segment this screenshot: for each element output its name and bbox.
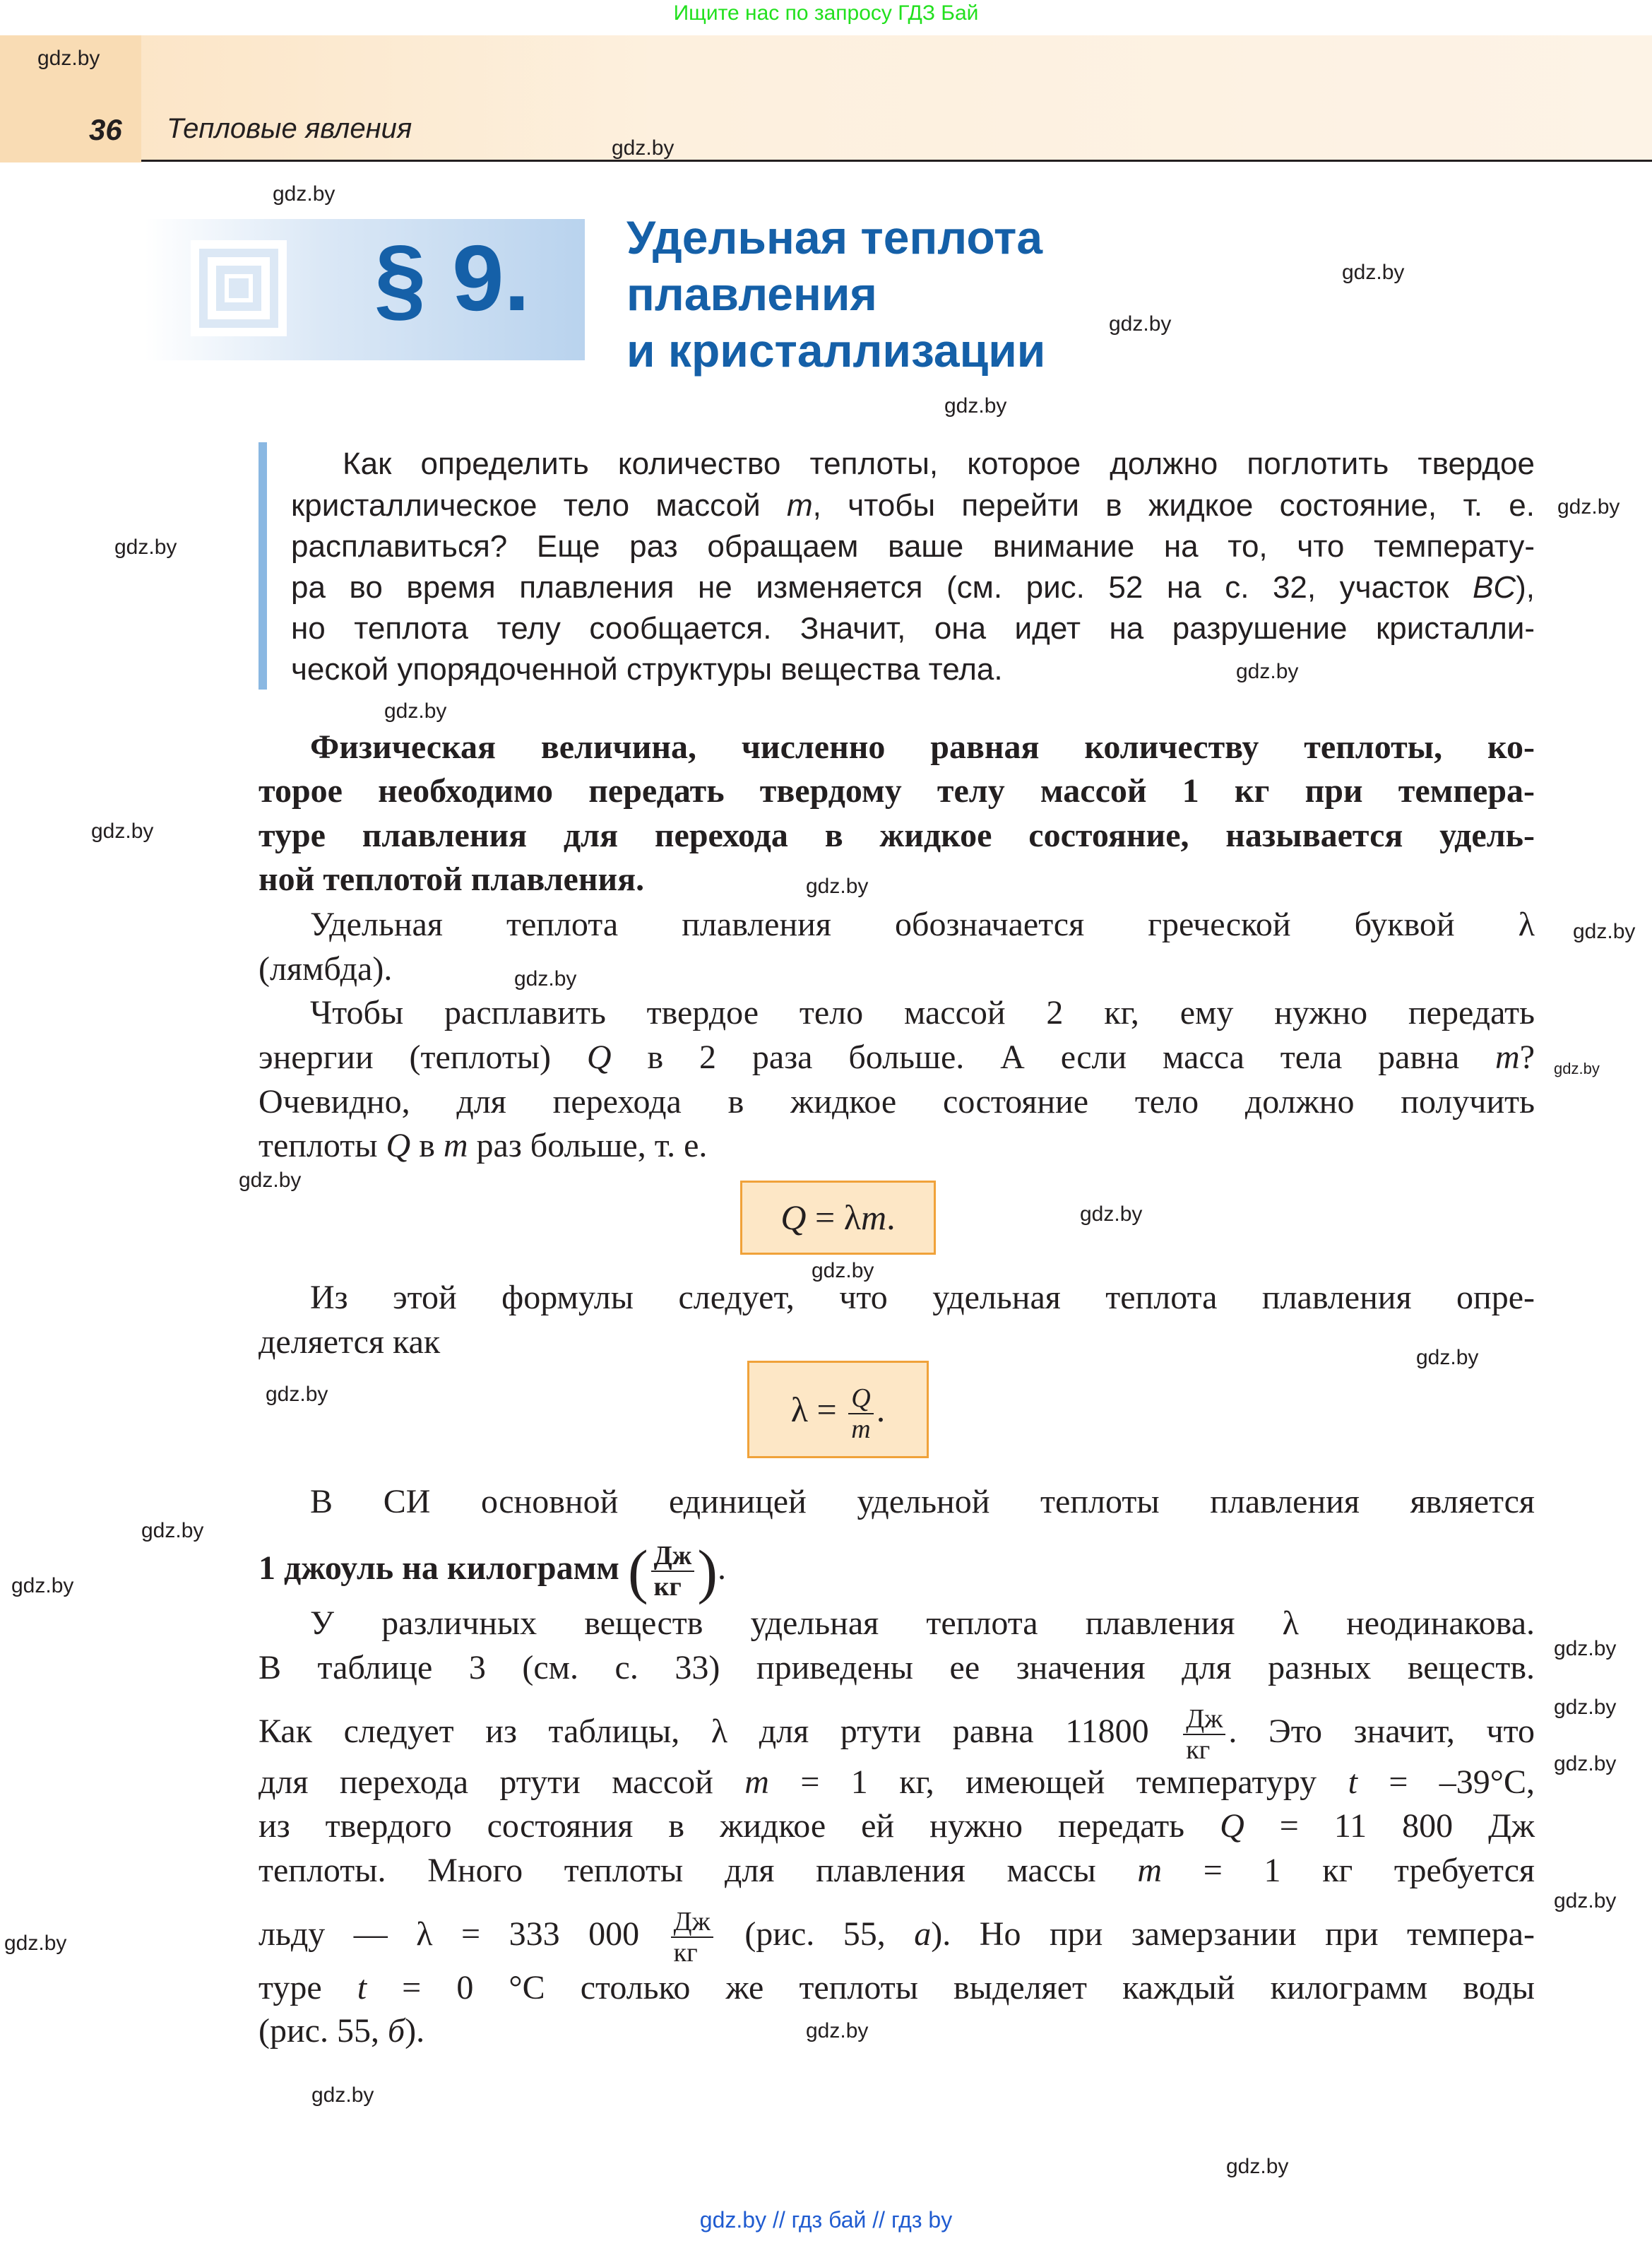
text-run: льду — λ = 333 000 — [259, 1915, 668, 1953]
text-run: раз больше, т. е. — [468, 1127, 708, 1164]
math-variable: m — [1495, 1039, 1520, 1076]
watermark: gdz.by — [11, 1574, 74, 1597]
text-line — [259, 1647, 1535, 1689]
text-run: , чтобы перейти в жидкое состояние, т. е. — [812, 488, 1535, 523]
watermark: gdz.by — [37, 47, 100, 70]
text-run: из твердого состояния в жидкое ей нужно передать — [259, 1807, 1220, 1845]
text-line — [259, 1321, 1535, 1364]
text-run: теплоты — [259, 1127, 386, 1164]
text-run: = 11 800 Дж — [1244, 1807, 1535, 1845]
fraction-numerator: Дж — [1183, 1704, 1225, 1735]
text-line — [259, 1081, 1535, 1123]
text-line — [259, 992, 1535, 1034]
footer-links[interactable]: gdz.by // гдз бай // гдз by — [699, 2207, 953, 2233]
formula-box — [740, 1181, 936, 1255]
section-title-line: и кристаллизации — [626, 324, 1046, 377]
fraction — [848, 1383, 873, 1444]
math-variable: Q — [780, 1198, 807, 1237]
text-run: Как следует из таблицы, λ для ртути равна 11800 — [259, 1713, 1181, 1751]
math-variable: б — [387, 2012, 405, 2050]
text-run: В таблице 3 (см. с. 33) приведены ее значения для разных веществ. — [259, 1649, 1535, 1686]
text-run: ческой упорядоченной структуры вещества тела. — [291, 652, 1003, 687]
text-line — [259, 726, 1535, 769]
math-variable: m — [443, 1127, 468, 1164]
header-divider — [141, 160, 1652, 162]
fraction-denominator: m — [851, 1414, 871, 1444]
math-variable: BC — [1472, 570, 1516, 605]
fraction — [1183, 1704, 1225, 1765]
text-run: Очевидно, для перехода в жидкое состояние тело должно получить — [259, 1083, 1535, 1120]
text-run: = λ — [806, 1198, 861, 1237]
math-variable: m — [860, 1198, 887, 1237]
watermark: gdz.by — [273, 182, 335, 206]
watermark: gdz.by — [4, 1932, 67, 1955]
watermark: gdz.by — [1554, 1060, 1600, 1077]
watermark: gdz.by — [1554, 1889, 1617, 1912]
text-run: торое необходимо передать твердому телу массой 1 кг при темпера- — [259, 772, 1535, 810]
fraction-numerator: Q — [848, 1383, 873, 1414]
fraction-numerator: Дж — [671, 1907, 713, 1938]
chapter-title: Тепловые явления — [167, 113, 412, 144]
text-run: ), — [1516, 570, 1535, 605]
watermark: gdz.by — [266, 1383, 328, 1406]
watermark: gdz.by — [806, 2019, 869, 2042]
text-run: = 1 кг, имеющей температуру — [768, 1763, 1348, 1801]
watermark: gdz.by — [91, 820, 154, 843]
text-run: ной теплотой плавления. — [259, 861, 645, 898]
text-run: . Это значит, что — [1228, 1713, 1535, 1751]
text-run: туре плавления для перехода в жидкое состояние, называется удель- — [259, 817, 1535, 854]
math-variable: Q — [1220, 1807, 1244, 1845]
watermark: gdz.by — [1109, 312, 1172, 336]
text-line — [259, 948, 1535, 991]
watermark: gdz.by — [311, 2083, 374, 2107]
watermark: gdz.by — [239, 1169, 302, 1192]
text-run: ). Но при замерзании при темпера- — [931, 1915, 1535, 1953]
text-line — [291, 609, 1535, 649]
text-run: . — [717, 1549, 726, 1587]
watermark: gdz.by — [812, 1259, 874, 1282]
watermark: gdz.by — [384, 699, 447, 723]
watermark: gdz.by — [1342, 261, 1405, 284]
text-line — [259, 770, 1535, 812]
watermark: gdz.by — [944, 394, 1007, 418]
text-run: кристаллическое тело массой — [291, 488, 787, 523]
fraction-numerator: Дж — [651, 1541, 695, 1572]
text-run: в 2 раза больше. А если масса тела равна — [611, 1039, 1496, 1076]
text-run: (лямбда). — [259, 950, 393, 988]
text-line — [259, 1704, 1535, 1765]
text-run: = –39°С, — [1357, 1763, 1535, 1801]
math-variable: Q — [386, 1127, 411, 1164]
text-run: В СИ основной единицей удельной теплоты плавления является — [310, 1483, 1535, 1520]
math-variable: t — [1348, 1763, 1357, 1801]
text-line — [259, 1967, 1535, 2009]
watermark: gdz.by — [612, 136, 675, 160]
fraction — [671, 1907, 713, 1968]
watermark: gdz.by — [1080, 1202, 1143, 1226]
math-variable: m — [744, 1763, 769, 1801]
text-line — [291, 444, 1535, 484]
math-variable: Q — [586, 1039, 612, 1076]
text-run: ? — [1519, 1039, 1535, 1076]
text-line — [259, 904, 1535, 946]
fraction-denominator: кг — [1186, 1735, 1211, 1765]
text-line — [259, 1761, 1535, 1804]
text-run: Физическая величина, численно равная количеству теплоты, ко- — [310, 728, 1535, 766]
text-line — [259, 1907, 1535, 1968]
text-run: в — [410, 1127, 444, 1164]
watermark: gdz.by — [1554, 1752, 1617, 1775]
text-line — [291, 650, 1535, 690]
text-run: Из этой формулы следует, что удельная теплота плавления опре- — [310, 1279, 1535, 1316]
text-run: ( — [627, 1537, 648, 1605]
watermark: gdz.by — [1226, 2155, 1289, 2178]
text-run: 1 джоуль на килограмм — [259, 1549, 628, 1587]
text-run: ра во время плавления не изменяется (см. рис. 52 на с. 32, участок — [291, 570, 1473, 605]
watermark: gdz.by — [514, 967, 577, 991]
text-line — [259, 1602, 1535, 1645]
fraction — [651, 1541, 695, 1602]
text-run: ). — [405, 2012, 425, 2050]
formula-box — [747, 1361, 929, 1458]
watermark: gdz.by — [1554, 1696, 1617, 1719]
watermark: gdz.by — [1554, 1637, 1617, 1660]
watermark: gdz.by — [114, 536, 177, 559]
text-run: Чтобы расплавить твердое тело массой 2 кг, ему нужно передать — [310, 994, 1535, 1031]
fraction-denominator: кг — [653, 1572, 682, 1602]
math-variable: m — [786, 488, 813, 523]
text-run: энергии (теплоты) — [259, 1039, 587, 1076]
math-variable: а — [914, 1915, 932, 1953]
watermark: gdz.by — [1416, 1346, 1479, 1369]
text-line — [259, 858, 1535, 901]
text-line — [259, 1537, 1535, 1605]
text-run: для перехода ртути массой — [259, 1763, 745, 1801]
text-line — [259, 1850, 1535, 1892]
watermark: gdz.by — [1236, 660, 1299, 683]
text-line — [259, 1805, 1535, 1847]
text-run: = 0 °С столько же теплоты выделяет каждый килограмм воды — [367, 1969, 1535, 2006]
text-run: (рис. 55, — [715, 1915, 915, 1953]
text-run: λ = — [790, 1390, 846, 1429]
section-title-line: Удельная теплота — [626, 211, 1043, 264]
text-run: Как определить количество теплоты, которое должно поглотить твердое — [343, 447, 1535, 481]
text-line — [259, 1481, 1535, 1523]
text-line — [259, 815, 1535, 857]
concentric-squares-icon — [191, 240, 287, 336]
text-run: туре — [259, 1969, 357, 2006]
text-run: но теплота телу сообщается. Значит, она идет на разрушение кристалли- — [291, 611, 1535, 646]
section-title-line: плавления — [626, 268, 877, 320]
watermark: gdz.by — [1573, 920, 1636, 943]
text-line — [291, 527, 1535, 567]
fraction-denominator: кг — [673, 1938, 698, 1968]
search-hint-banner: Ищите нас по запросу ГДЗ Бай — [673, 1, 979, 25]
text-run: (рис. 55, — [259, 2012, 388, 2050]
math-variable: m — [1137, 1852, 1163, 1889]
text-run: = 1 кг требуется — [1162, 1852, 1535, 1889]
text-line — [291, 486, 1535, 526]
text-run: . — [876, 1390, 886, 1429]
text-run: ) — [697, 1537, 718, 1605]
text-line — [259, 1125, 1535, 1167]
watermark: gdz.by — [1557, 495, 1620, 519]
text-line — [291, 568, 1535, 608]
text-line — [259, 1036, 1535, 1079]
text-run: У различных веществ удельная теплота плавления λ неодинакова. — [310, 1604, 1535, 1642]
math-variable: t — [357, 1969, 367, 2006]
text-line — [259, 1277, 1535, 1319]
text-run: . — [886, 1198, 896, 1237]
intro-accent-bar — [259, 442, 267, 690]
watermark: gdz.by — [806, 875, 869, 898]
text-run: Удельная теплота плавления обозначается греческой буквой λ — [310, 906, 1535, 943]
text-run: деляется как — [259, 1323, 441, 1361]
page-number: 36 — [89, 113, 122, 146]
text-line — [259, 2010, 1535, 2052]
text-run: расплавиться? Еще раз обращаем ваше внимание на то, что температу- — [291, 529, 1535, 564]
text-run: теплоты. Много теплоты для плавления массы — [259, 1852, 1138, 1889]
section-number: § 9. — [374, 226, 530, 330]
watermark: gdz.by — [141, 1519, 204, 1542]
